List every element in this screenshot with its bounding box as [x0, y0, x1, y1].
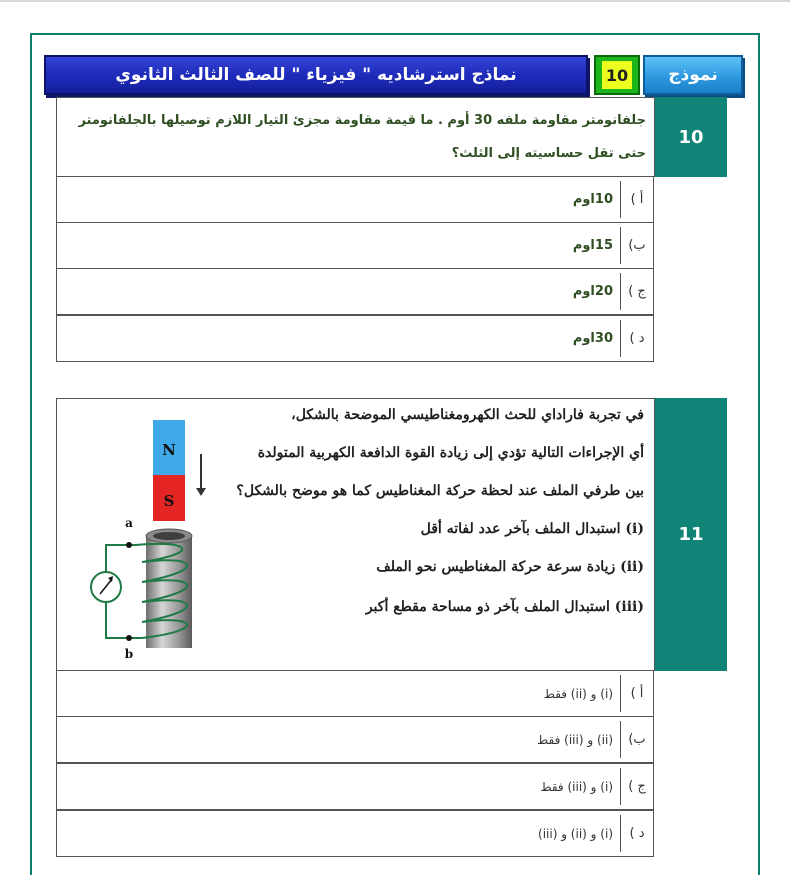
option-letter: د ): [629, 826, 645, 841]
option-text: 30اوم: [572, 331, 613, 346]
q11-line-1: في تجربة فاراداي للحث الكهرومغناطيسي الموضحة بالشكل،: [291, 407, 644, 423]
option-divider: [620, 815, 621, 852]
option-letter: ب): [628, 732, 646, 747]
q10-option-a[interactable]: [56, 176, 654, 223]
q11-line-5: (ii) زيادة سرعة حركة المغناطيس نحو الملف: [376, 559, 644, 575]
header-model-number: 10: [594, 55, 640, 95]
option-divider: [620, 320, 621, 357]
q11-line-4: (i) استبدال الملف بآخر عدد لفاته أقل: [420, 521, 644, 537]
option-text: (i) و (iii) فقط: [540, 779, 613, 794]
q10-number: 10: [655, 97, 727, 177]
option-divider: [620, 227, 621, 264]
q11-line-6: (iii) استبدال الملف بآخر ذو مساحة مقطع أكبر: [365, 599, 644, 615]
option-letter: ب): [628, 238, 646, 253]
q10-option-c[interactable]: [56, 268, 654, 315]
magnet-north-label: N: [162, 441, 176, 459]
motion-arrow-head: [196, 488, 206, 496]
q10-text-box: [56, 97, 655, 177]
q11-option-d[interactable]: [56, 810, 654, 857]
header-title: نماذج استرشاديه " فيزياء " للصف الثالث الثانوي: [44, 55, 588, 95]
option-letter: أ ): [630, 192, 644, 207]
option-divider: [620, 721, 621, 758]
q11-line-3: بين طرفي الملف عند لحظة حركة المغناطيس كما هو موضح بالشكل؟: [236, 483, 644, 499]
q11-line-2: أي الإجراءات التالية تؤدي إلى زيادة القوة الدافعة الكهربية المتولدة: [257, 445, 644, 461]
q11-option-a[interactable]: [56, 670, 654, 717]
option-text: (i) و (ii) فقط: [543, 686, 613, 701]
option-text: (ii) و (iii) فقط: [537, 732, 613, 747]
header-model-label: نموذج: [643, 55, 743, 95]
q10-text: جلفانومتر مقاومة ملفه 30 أوم . ما قيمة مقاومة مجزئ التيار اللازم توصيلها بالجلفانومتر حتى تقل حساسيته إلى الثلث؟: [78, 113, 646, 161]
terminal-a-label: a: [125, 516, 133, 530]
magnet-south-label: S: [163, 492, 175, 510]
terminal-b-dot: [126, 635, 132, 641]
option-text: 10اوم: [572, 192, 613, 207]
terminal-a-dot: [126, 542, 132, 548]
q11-number: 11: [655, 398, 727, 671]
terminal-b-label: b: [124, 647, 134, 661]
option-letter: أ ): [630, 686, 644, 701]
coil-core: [146, 536, 192, 648]
top-divider: [0, 0, 790, 2]
option-divider: [620, 675, 621, 712]
option-letter: ج ): [628, 779, 646, 794]
q10-option-d[interactable]: [56, 315, 654, 362]
option-letter: ج ): [628, 284, 646, 299]
option-divider: [620, 768, 621, 805]
q11-option-b[interactable]: [56, 716, 654, 763]
option-text: 15اوم: [572, 238, 613, 253]
q11-option-c[interactable]: [56, 763, 654, 810]
option-text: 20اوم: [572, 284, 613, 299]
q10-option-b[interactable]: [56, 222, 654, 269]
option-letter: د ): [629, 331, 645, 346]
option-divider: [620, 273, 621, 310]
faraday-induction-figure: [86, 412, 216, 664]
option-divider: [620, 181, 621, 218]
option-text: (i) و (ii) و (iii): [538, 826, 613, 841]
